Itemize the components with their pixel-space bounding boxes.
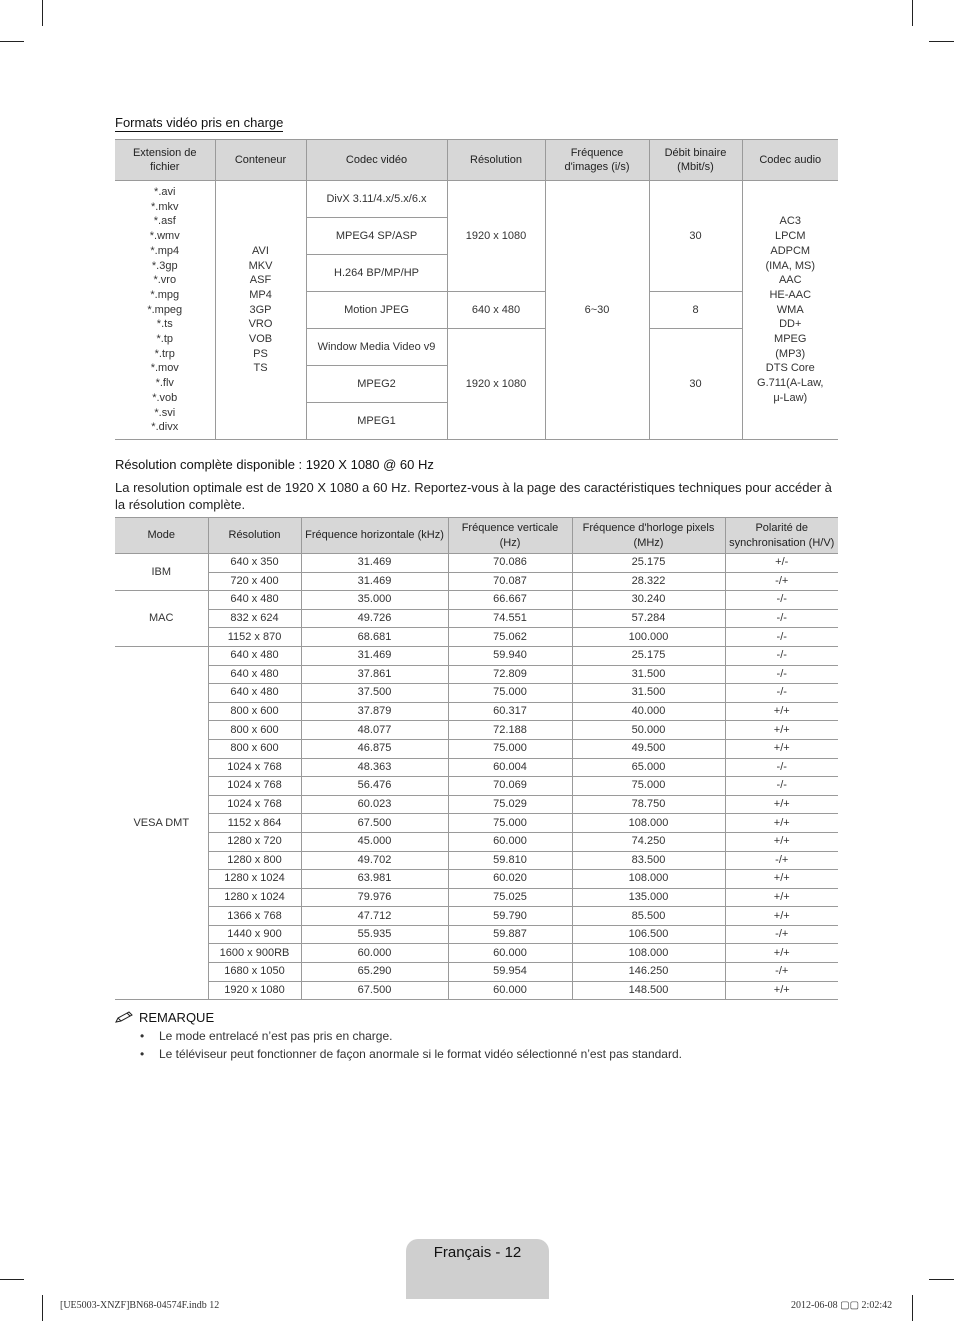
table-cell: 57.284 <box>572 609 725 628</box>
table-header-row <box>115 140 838 181</box>
table-cell: 108.000 <box>572 870 725 889</box>
table-cell: +/+ <box>725 981 838 1000</box>
section-title-resolution: Résolution complète disponible : 1920 X 1080 @ 60 Hz <box>115 457 434 472</box>
table-row <box>115 181 838 218</box>
codec-cell: MPEG4 SP/ASP <box>306 218 447 255</box>
framerate-cell: 6~30 <box>545 181 649 440</box>
table-cell: 35.000 <box>301 591 448 610</box>
table-cell: 25.175 <box>572 646 725 665</box>
codec-cell: Motion JPEG <box>306 292 447 329</box>
header-cell: Résolution <box>447 140 545 181</box>
table-row <box>115 572 838 591</box>
header-cell: Résolution <box>208 518 301 554</box>
resolution-table <box>115 517 838 1000</box>
table-cell: 65.290 <box>301 963 448 982</box>
table-cell: 67.500 <box>301 814 448 833</box>
table-cell: 60.020 <box>448 870 572 889</box>
table-cell: 1600 x 900RB <box>208 944 301 963</box>
table-cell: 74.551 <box>448 609 572 628</box>
table-cell: 59.790 <box>448 907 572 926</box>
header-cell: Fréquence verticale (Hz) <box>448 518 572 554</box>
video-formats-table <box>115 139 838 440</box>
table-row <box>115 758 838 777</box>
table-cell: 1024 x 768 <box>208 795 301 814</box>
table-cell: 48.363 <box>301 758 448 777</box>
table-cell: 31.469 <box>301 572 448 591</box>
table-cell: 60.000 <box>448 944 572 963</box>
table-cell: 1280 x 800 <box>208 851 301 870</box>
table-cell: 74.250 <box>572 832 725 851</box>
mode-cell: VESA DMT <box>115 646 208 999</box>
table-cell: -/- <box>725 665 838 684</box>
resolution-table-body <box>115 554 838 1000</box>
table-header-row <box>115 518 838 554</box>
table-cell: 1280 x 1024 <box>208 870 301 889</box>
table-row <box>115 944 838 963</box>
table-row <box>115 795 838 814</box>
table-cell: 640 x 480 <box>208 591 301 610</box>
table-cell: 31.500 <box>572 665 725 684</box>
table-cell: 146.250 <box>572 963 725 982</box>
table-row <box>115 702 838 721</box>
table-row <box>115 981 838 1000</box>
table-cell: 800 x 600 <box>208 721 301 740</box>
header-cell: Fréquence d'horloge pixels (MHz) <box>572 518 725 554</box>
table-cell: 1440 x 900 <box>208 925 301 944</box>
header-cell: Mode <box>115 518 208 554</box>
table-cell: 108.000 <box>572 944 725 963</box>
table-cell: -/- <box>725 609 838 628</box>
table-row <box>115 888 838 907</box>
table-row <box>115 554 838 573</box>
table-cell: 49.500 <box>572 739 725 758</box>
table-cell: 70.087 <box>448 572 572 591</box>
table-cell: 59.940 <box>448 646 572 665</box>
header-cell: Conteneur <box>215 140 306 181</box>
table-row <box>115 665 838 684</box>
imprint-right: 2012-06-08 ▢▢ 2:02:42 <box>791 1300 893 1311</box>
table-cell: 40.000 <box>572 702 725 721</box>
table-cell: 640 x 480 <box>208 665 301 684</box>
mode-cell: MAC <box>115 591 208 647</box>
note-text: Le mode entrelacé n’est pas pris en charge. <box>159 1029 393 1043</box>
table-row <box>115 684 838 703</box>
table-cell: +/+ <box>725 814 838 833</box>
table-cell: 31.469 <box>301 646 448 665</box>
codec-cell: MPEG1 <box>306 403 447 440</box>
table-cell: 75.000 <box>448 814 572 833</box>
bitrate-cell: 30 <box>649 329 742 440</box>
imprint-left: [UE5003-XNZF]BN68-04574F.indb 12 <box>60 1300 220 1311</box>
header-cell: Fréquence d'images (i/s) <box>545 140 649 181</box>
table-cell: 832 x 624 <box>208 609 301 628</box>
table-cell: 67.500 <box>301 981 448 1000</box>
table-cell: 72.809 <box>448 665 572 684</box>
table-row <box>115 907 838 926</box>
table-cell: 1024 x 768 <box>208 758 301 777</box>
header-cell: Débit binaire (Mbit/s) <box>649 140 742 181</box>
crop-mark <box>929 41 954 42</box>
table-cell: +/+ <box>725 944 838 963</box>
table-cell: 70.069 <box>448 777 572 796</box>
table-cell: 106.500 <box>572 925 725 944</box>
table-cell: 50.000 <box>572 721 725 740</box>
table-cell: +/+ <box>725 721 838 740</box>
crop-mark <box>42 1295 43 1321</box>
header-cell: Codec audio <box>742 140 838 181</box>
table-cell: 31.469 <box>301 554 448 573</box>
table-cell: 1280 x 720 <box>208 832 301 851</box>
crop-mark <box>0 1279 24 1280</box>
table-cell: 49.702 <box>301 851 448 870</box>
table-cell: -/- <box>725 646 838 665</box>
table-row <box>115 646 838 665</box>
table-cell: +/+ <box>725 702 838 721</box>
table-cell: 1024 x 768 <box>208 777 301 796</box>
table-cell: 640 x 480 <box>208 684 301 703</box>
table-cell: 60.023 <box>301 795 448 814</box>
table-row <box>115 739 838 758</box>
table-cell: -/+ <box>725 572 838 591</box>
table-cell: 31.500 <box>572 684 725 703</box>
page-number-tab <box>406 1239 549 1299</box>
table-cell: 70.086 <box>448 554 572 573</box>
table-cell: -/- <box>725 758 838 777</box>
table-cell: 83.500 <box>572 851 725 870</box>
codec-cell: H.264 BP/MP/HP <box>306 255 447 292</box>
mode-cell: IBM <box>115 554 208 591</box>
table-cell: +/+ <box>725 907 838 926</box>
page-label: Français - 12 <box>433 1244 522 1261</box>
bullet-dot: • <box>140 1029 145 1043</box>
table-row <box>115 870 838 889</box>
table-cell: 1280 x 1024 <box>208 888 301 907</box>
list-item <box>140 1046 682 1064</box>
table-cell: 78.750 <box>572 795 725 814</box>
table-cell: 75.000 <box>448 684 572 703</box>
table-row <box>115 814 838 833</box>
table-row <box>115 777 838 796</box>
table-cell: 37.500 <box>301 684 448 703</box>
table-cell: 28.322 <box>572 572 725 591</box>
containers-cell: AVI MKV ASF MP4 3GP VRO VOB PS TS <box>215 181 306 440</box>
table-row <box>115 832 838 851</box>
table-cell: 1152 x 864 <box>208 814 301 833</box>
note-heading <box>115 1010 214 1025</box>
table-cell: 60.317 <box>448 702 572 721</box>
table-cell: +/+ <box>725 832 838 851</box>
table-cell: 37.879 <box>301 702 448 721</box>
table-cell: +/+ <box>725 739 838 758</box>
intro-paragraph: La resolution optimale est de 1920 X 1080 a 60 Hz. Reportez-vous à la page des caractéristiques techniques pour accéder à la résolution complète. <box>115 480 832 512</box>
table-cell: 56.476 <box>301 777 448 796</box>
table-cell: 720 x 400 <box>208 572 301 591</box>
extensions-cell: *.avi *.mkv *.asf *.wmv *.mp4 *.3gp *.vro *.mpg *.mpeg *.ts *.tp *.trp *.mov *.flv *.vob *.svi *.divx <box>115 181 215 440</box>
resolution-cell: 1920 x 1080 <box>447 329 545 440</box>
table-cell: 75.062 <box>448 628 572 647</box>
codec-cell: Window Media Video v9 <box>306 329 447 366</box>
table-row <box>115 609 838 628</box>
table-cell: 59.810 <box>448 851 572 870</box>
list-item <box>140 1028 682 1046</box>
table-cell: 60.004 <box>448 758 572 777</box>
table-cell: -/- <box>725 591 838 610</box>
table-cell: -/- <box>725 684 838 703</box>
table-cell: 79.976 <box>301 888 448 907</box>
table-cell: 37.861 <box>301 665 448 684</box>
table-cell: 48.077 <box>301 721 448 740</box>
table-cell: 75.000 <box>572 777 725 796</box>
table-cell: +/+ <box>725 795 838 814</box>
table-cell: 135.000 <box>572 888 725 907</box>
audio-codecs-cell: AC3 LPCM ADPCM (IMA, MS) AAC HE-AAC WMA DD+ MPEG (MP3) DTS Core G.711(A-Law, μ-Law) <box>742 181 838 440</box>
table-cell: -/+ <box>725 851 838 870</box>
bullet-dot: • <box>140 1047 145 1061</box>
table-cell: 1680 x 1050 <box>208 963 301 982</box>
table-cell: 1366 x 768 <box>208 907 301 926</box>
table-cell: 148.500 <box>572 981 725 1000</box>
table-cell: 75.025 <box>448 888 572 907</box>
table-cell: 30.240 <box>572 591 725 610</box>
table-cell: 100.000 <box>572 628 725 647</box>
table-cell: 25.175 <box>572 554 725 573</box>
table-cell: 75.000 <box>448 739 572 758</box>
table-cell: 59.954 <box>448 963 572 982</box>
table-cell: 55.935 <box>301 925 448 944</box>
resolution-cell: 1920 x 1080 <box>447 181 545 292</box>
crop-mark <box>912 0 913 26</box>
table-cell: 65.000 <box>572 758 725 777</box>
crop-mark <box>42 0 43 26</box>
crop-mark <box>912 1295 913 1321</box>
table-cell: -/+ <box>725 925 838 944</box>
table-row <box>115 925 838 944</box>
table-cell: 68.681 <box>301 628 448 647</box>
crop-mark <box>929 1279 954 1280</box>
table-cell: -/- <box>725 628 838 647</box>
bitrate-cell: 30 <box>649 181 742 292</box>
table-cell: 85.500 <box>572 907 725 926</box>
table-row <box>115 628 838 647</box>
table-cell: +/+ <box>725 888 838 907</box>
table-cell: 47.712 <box>301 907 448 926</box>
section-title-video-formats: Formats vidéo pris en charge <box>115 115 284 130</box>
table-cell: -/+ <box>725 963 838 982</box>
table-cell: +/- <box>725 554 838 573</box>
header-cell: Extension de fichier <box>115 140 215 181</box>
table-cell: 60.000 <box>448 832 572 851</box>
table-cell: -/- <box>725 777 838 796</box>
note-text: Le téléviseur peut fonctionner de façon anormale si le format vidéo sélectionné n’est pas standard. <box>159 1047 682 1061</box>
table-cell: 60.000 <box>301 944 448 963</box>
bitrate-cell: 8 <box>649 292 742 329</box>
header-cell: Polarité de synchronisation (H/V) <box>725 518 838 554</box>
table-cell: 800 x 600 <box>208 702 301 721</box>
table-cell: 1920 x 1080 <box>208 981 301 1000</box>
table-cell: 108.000 <box>572 814 725 833</box>
header-cell: Codec vidéo <box>306 140 447 181</box>
crop-mark <box>0 41 24 42</box>
table-row <box>115 851 838 870</box>
table-row <box>115 591 838 610</box>
codec-cell: DivX 3.11/4.x/5.x/6.x <box>306 181 447 218</box>
table-cell: 63.981 <box>301 870 448 889</box>
codec-cell: MPEG2 <box>306 366 447 403</box>
table-cell: 49.726 <box>301 609 448 628</box>
table-cell: +/+ <box>725 870 838 889</box>
table-cell: 45.000 <box>301 832 448 851</box>
table-cell: 75.029 <box>448 795 572 814</box>
table-row <box>115 963 838 982</box>
pencil-icon <box>115 1011 135 1023</box>
table-cell: 66.667 <box>448 591 572 610</box>
table-cell: 59.887 <box>448 925 572 944</box>
table-cell: 72.188 <box>448 721 572 740</box>
table-cell: 46.875 <box>301 739 448 758</box>
header-cell: Fréquence horizontale (kHz) <box>301 518 448 554</box>
resolution-cell: 640 x 480 <box>447 292 545 329</box>
table-cell: 1152 x 870 <box>208 628 301 647</box>
table-cell: 640 x 480 <box>208 646 301 665</box>
table-cell: 640 x 350 <box>208 554 301 573</box>
table-cell: 60.000 <box>448 981 572 1000</box>
table-cell: 800 x 600 <box>208 739 301 758</box>
table-row <box>115 721 838 740</box>
note-list <box>140 1028 682 1064</box>
note-title: REMARQUE <box>139 1010 215 1025</box>
